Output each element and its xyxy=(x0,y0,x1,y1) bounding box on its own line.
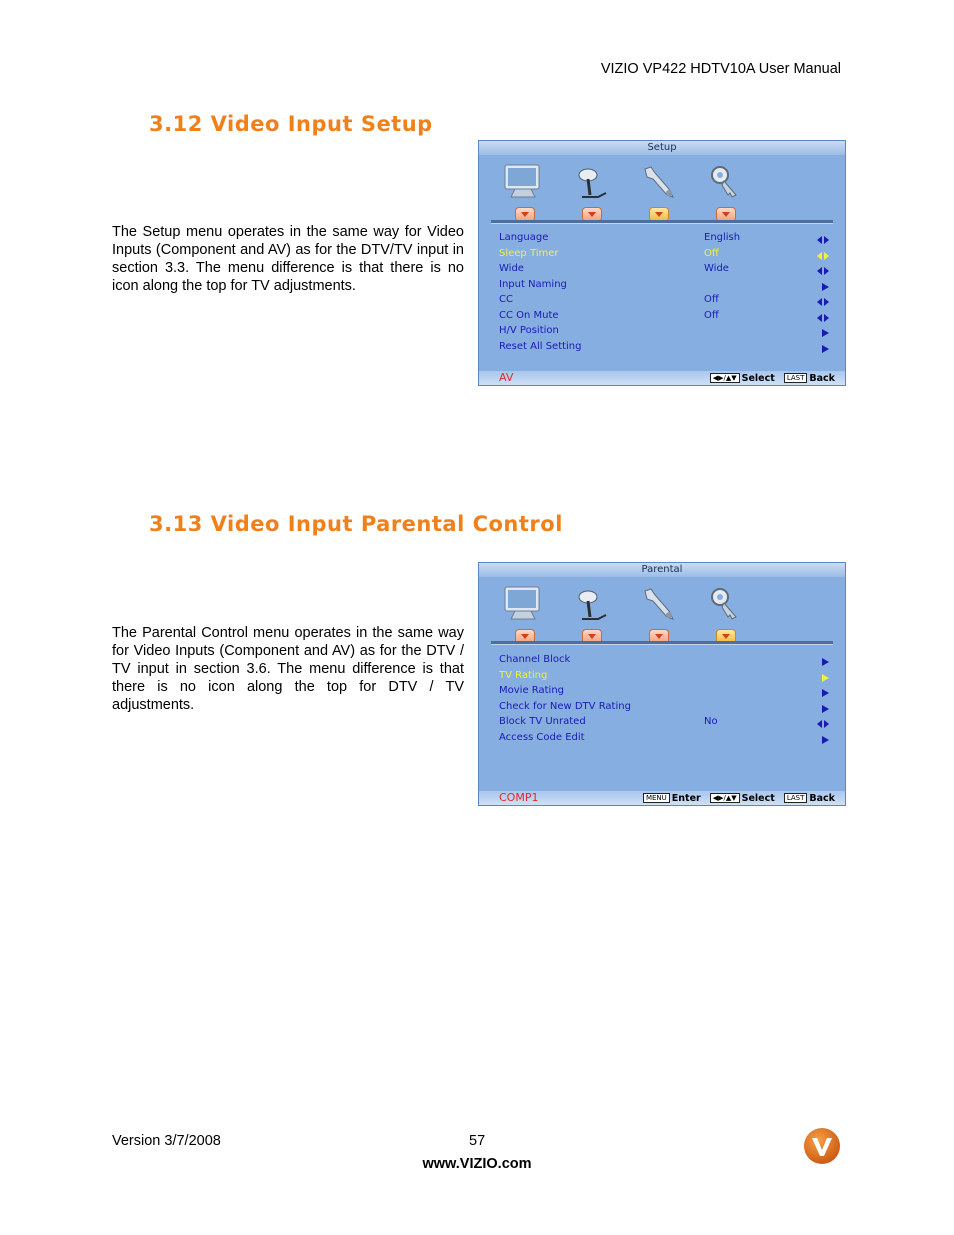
satellite-dish-icon[interactable] xyxy=(568,161,614,205)
menu-item-value: No xyxy=(704,716,718,727)
parental-menu-screenshot xyxy=(478,562,846,806)
page-number: 57 xyxy=(469,1133,486,1149)
osd-title: Setup xyxy=(479,141,845,155)
remote-key-icon: ◀▶/▲▼ xyxy=(710,373,740,383)
menu-item[interactable] xyxy=(499,308,831,324)
osd-menu-list xyxy=(499,652,831,745)
menu-item[interactable] xyxy=(499,246,831,262)
menu-item-label: Block TV Unrated xyxy=(499,716,586,727)
menu-item-label: TV Rating xyxy=(499,669,548,681)
menu-item-value: Off xyxy=(704,247,719,259)
menu-item[interactable] xyxy=(499,714,831,730)
footer-website: www.VIZIO.com xyxy=(422,1156,532,1172)
osd-hints xyxy=(643,793,835,804)
remote-key-icon: MENU xyxy=(643,793,670,803)
hint-label: Enter xyxy=(671,793,701,804)
menu-item-label: Language xyxy=(499,232,549,243)
menu-item[interactable] xyxy=(499,261,831,277)
osd-source-label: AV xyxy=(499,371,514,384)
setup-menu-screenshot xyxy=(478,140,846,386)
osd-divider xyxy=(491,220,833,224)
menu-item[interactable] xyxy=(499,683,831,699)
menu-item[interactable] xyxy=(499,292,831,308)
menu-item-label: H/V Position xyxy=(499,325,559,336)
menu-item-label: Check for New DTV Rating xyxy=(499,700,631,712)
wrench-icon[interactable] xyxy=(635,161,681,205)
osd-title: Parental xyxy=(479,563,845,577)
remote-key-icon: ◀▶/▲▼ xyxy=(710,793,740,803)
menu-item-label: CC xyxy=(499,294,513,305)
menu-item-label: Wide xyxy=(499,263,524,274)
menu-item-label: Reset All Setting xyxy=(499,340,582,352)
osd-source-label: COMP1 xyxy=(499,791,539,804)
manual-title: VIZIO VP422 HDTV10A User Manual xyxy=(600,61,841,77)
osd-hints xyxy=(710,373,835,384)
menu-item-value: Off xyxy=(704,309,719,321)
osd-icon-row xyxy=(501,161,751,221)
menu-item[interactable] xyxy=(499,339,831,355)
hint-label: Select xyxy=(741,793,775,804)
tv-icon[interactable] xyxy=(501,161,547,205)
hint-label: Back xyxy=(809,793,835,804)
footer-version: Version 3/7/2008 xyxy=(112,1133,221,1149)
section-title-video-input-parental: 3.13 Video Input Parental Control xyxy=(149,512,563,536)
menu-item[interactable] xyxy=(499,323,831,339)
menu-item[interactable] xyxy=(499,230,831,246)
osd-menu-list xyxy=(499,230,831,354)
parental-description: The Parental Control menu operates in the same way for Video Inputs (Component and AV) as for the DTV / TV input in section 3.6. The menu difference is that there is no icon along the top for DTV / TV adjustments. xyxy=(112,625,464,713)
section-title-video-input-setup: 3.12 Video Input Setup xyxy=(149,112,433,136)
menu-item-label: Sleep Timer xyxy=(499,247,559,259)
tv-icon[interactable] xyxy=(501,583,547,627)
hint-label: Back xyxy=(809,373,835,384)
osd-footer xyxy=(479,791,845,805)
menu-item-label: Channel Block xyxy=(499,654,571,665)
keys-icon[interactable] xyxy=(702,161,748,205)
keys-icon[interactable] xyxy=(702,583,748,627)
remote-key-icon: LAST xyxy=(784,373,808,383)
wrench-icon[interactable] xyxy=(635,583,681,627)
satellite-dish-icon[interactable] xyxy=(568,583,614,627)
menu-item-label: Access Code Edit xyxy=(499,731,585,743)
remote-key-icon: LAST xyxy=(784,793,808,803)
menu-item-value: English xyxy=(704,232,741,243)
right-arrow-icon xyxy=(822,343,829,359)
menu-item[interactable] xyxy=(499,730,831,746)
vizio-logo-icon xyxy=(803,1127,841,1165)
osd-footer xyxy=(479,371,845,385)
osd-divider xyxy=(491,641,833,645)
menu-item[interactable] xyxy=(499,277,831,293)
menu-item-label: Movie Rating xyxy=(499,685,565,696)
right-arrow-icon xyxy=(822,734,829,750)
osd-icon-row xyxy=(501,583,751,643)
menu-item-value: Wide xyxy=(704,263,729,274)
menu-item-value: Off xyxy=(704,294,719,305)
menu-item-label: CC On Mute xyxy=(499,309,559,321)
menu-item[interactable] xyxy=(499,699,831,715)
setup-description: The Setup menu operates in the same way for Video Inputs (Component and AV) as for the DTV/TV input in section 3.3. The menu difference is that there is no icon along the top for TV adjustments. xyxy=(112,224,464,294)
menu-item-label: Input Naming xyxy=(499,278,567,290)
menu-item[interactable] xyxy=(499,668,831,684)
hint-label: Select xyxy=(741,373,775,384)
menu-item[interactable] xyxy=(499,652,831,668)
